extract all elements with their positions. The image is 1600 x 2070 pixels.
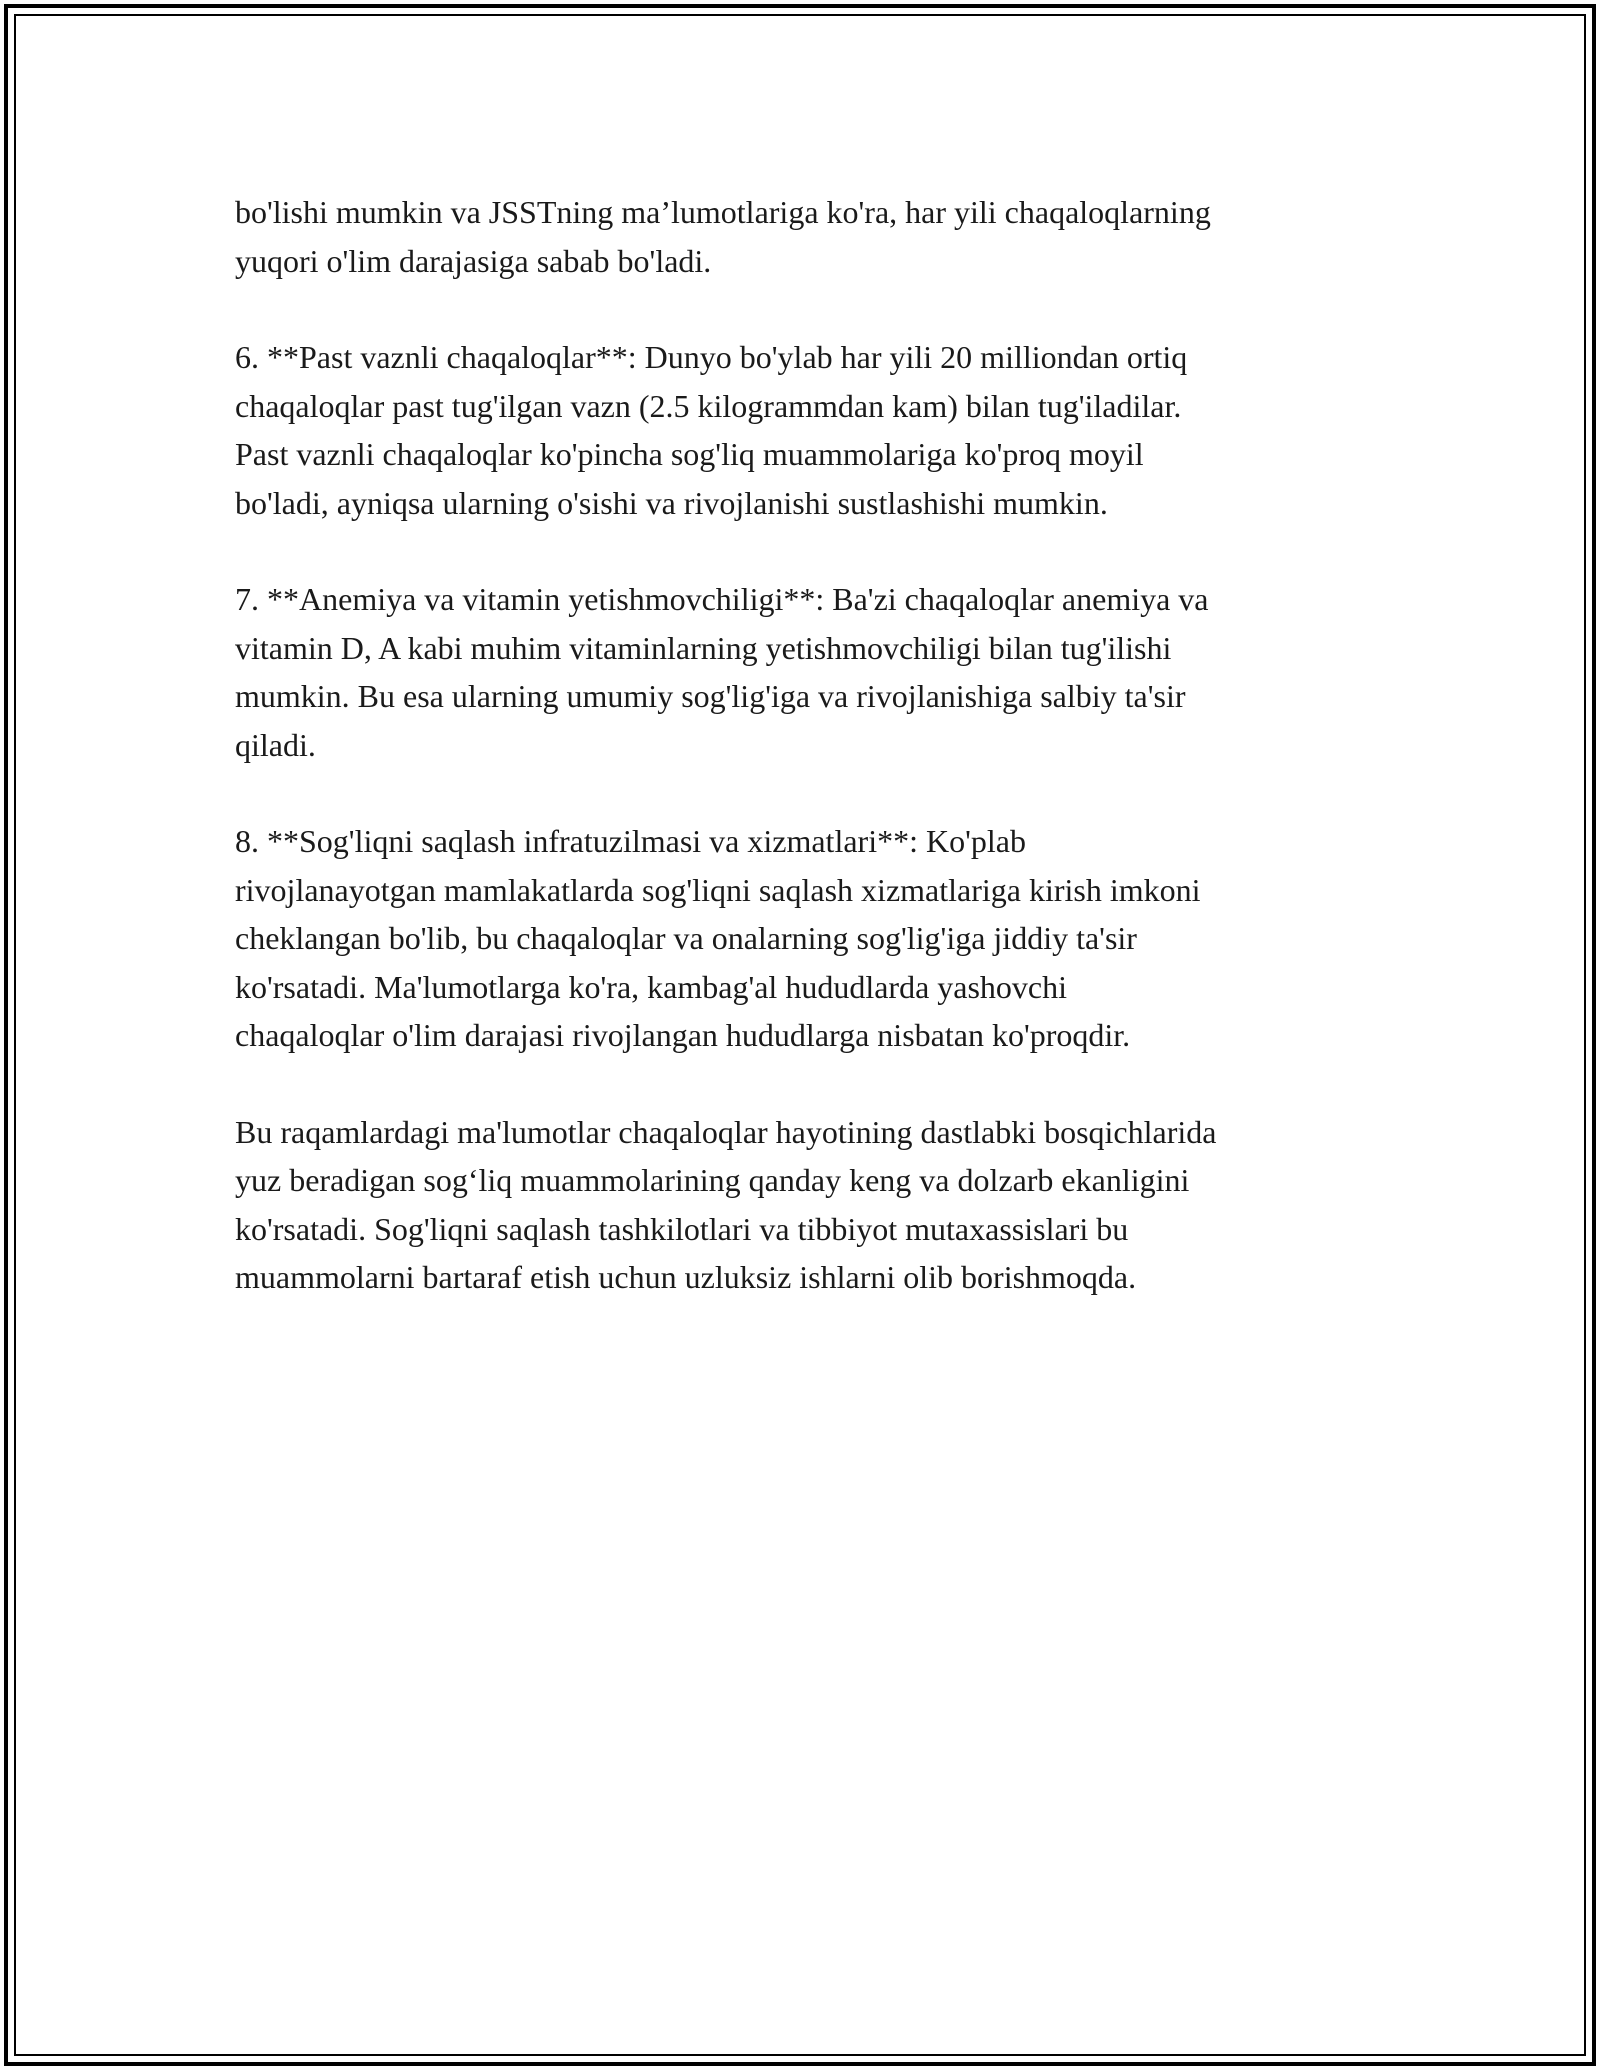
text-line: yuqori o'lim darajasiga sabab bo'ladi. <box>235 242 712 279</box>
text-line: 7. **Anemiya va vitamin yetishmovchiligi**: Ba'zi chaqaloqlar anemiya va <box>235 581 1209 617</box>
text-line: muammolarni bartaraf etish uchun uzluksiz ishlarni olib borishmoqda. <box>235 1259 1137 1295</box>
text-line: bo'lishi mumkin va JSSTning ma’lumotlariga ko'ra, har yili chaqaloqlarning <box>235 194 1211 230</box>
text-line: chaqaloqlar past tug'ilgan vazn (2.5 kilogrammdan kam) bilan tug'iladilar. <box>235 387 1182 424</box>
text-line: yuz beradigan sog‘liq muammolarining qanday keng va dolzarb ekanligini <box>235 1162 1190 1198</box>
text-line: 8. **Sog'liqni saqlash infratuzilmasi va xizmatlari**: Ko'plab <box>235 823 1026 859</box>
document-body <box>235 188 1375 1350</box>
text-line: qiladi. <box>235 726 316 763</box>
text-line: cheklangan bo'lib, bu chaqaloqlar va onalarning sog'lig'iga jiddiy ta'sir <box>235 920 1137 956</box>
text-line: Bu raqamlardagi ma'lumotlar chaqaloqlar hayotining dastlabki bosqichlarida <box>235 1113 1217 1150</box>
paragraph-conclusion <box>235 1108 1375 1302</box>
paragraph-continuation <box>235 188 1375 285</box>
paragraph-item-6 <box>235 333 1375 527</box>
text-line: Past vaznli chaqaloqlar ko'pincha sog'liq muammolariga ko'proq moyil <box>235 436 1144 472</box>
paragraph-item-7 <box>235 575 1375 769</box>
text-line: 6. **Past vaznli chaqaloqlar**: Dunyo bo'ylab har yili 20 milliondan ortiq <box>235 339 1188 375</box>
text-line: bo'ladi, ayniqsa ularning o'sishi va rivojlanishi sustlashishi mumkin. <box>235 484 1108 521</box>
text-line: vitamin D, A kabi muhim vitaminlarning yetishmovchiligi bilan tug'ilishi <box>235 629 1172 666</box>
text-line: ko'rsatadi. Sog'liqni saqlash tashkilotlari va tibbiyot mutaxassislari bu <box>235 1210 1129 1247</box>
text-line: chaqaloqlar o'lim darajasi rivojlangan hududlarga nisbatan ko'proqdir. <box>235 1017 1131 1053</box>
text-line: ko'rsatadi. Ma'lumotlarga ko'ra, kambag'al hududlarda yashovchi <box>235 968 1068 1005</box>
text-line: rivojlanayotgan mamlakatlarda sog'liqni saqlash xizmatlariga kirish imkoni <box>235 871 1201 908</box>
paragraph-item-8 <box>235 817 1375 1060</box>
text-line: mumkin. Bu esa ularning umumiy sog'lig'iga va rivojlanishiga salbiy ta'sir <box>235 678 1186 714</box>
